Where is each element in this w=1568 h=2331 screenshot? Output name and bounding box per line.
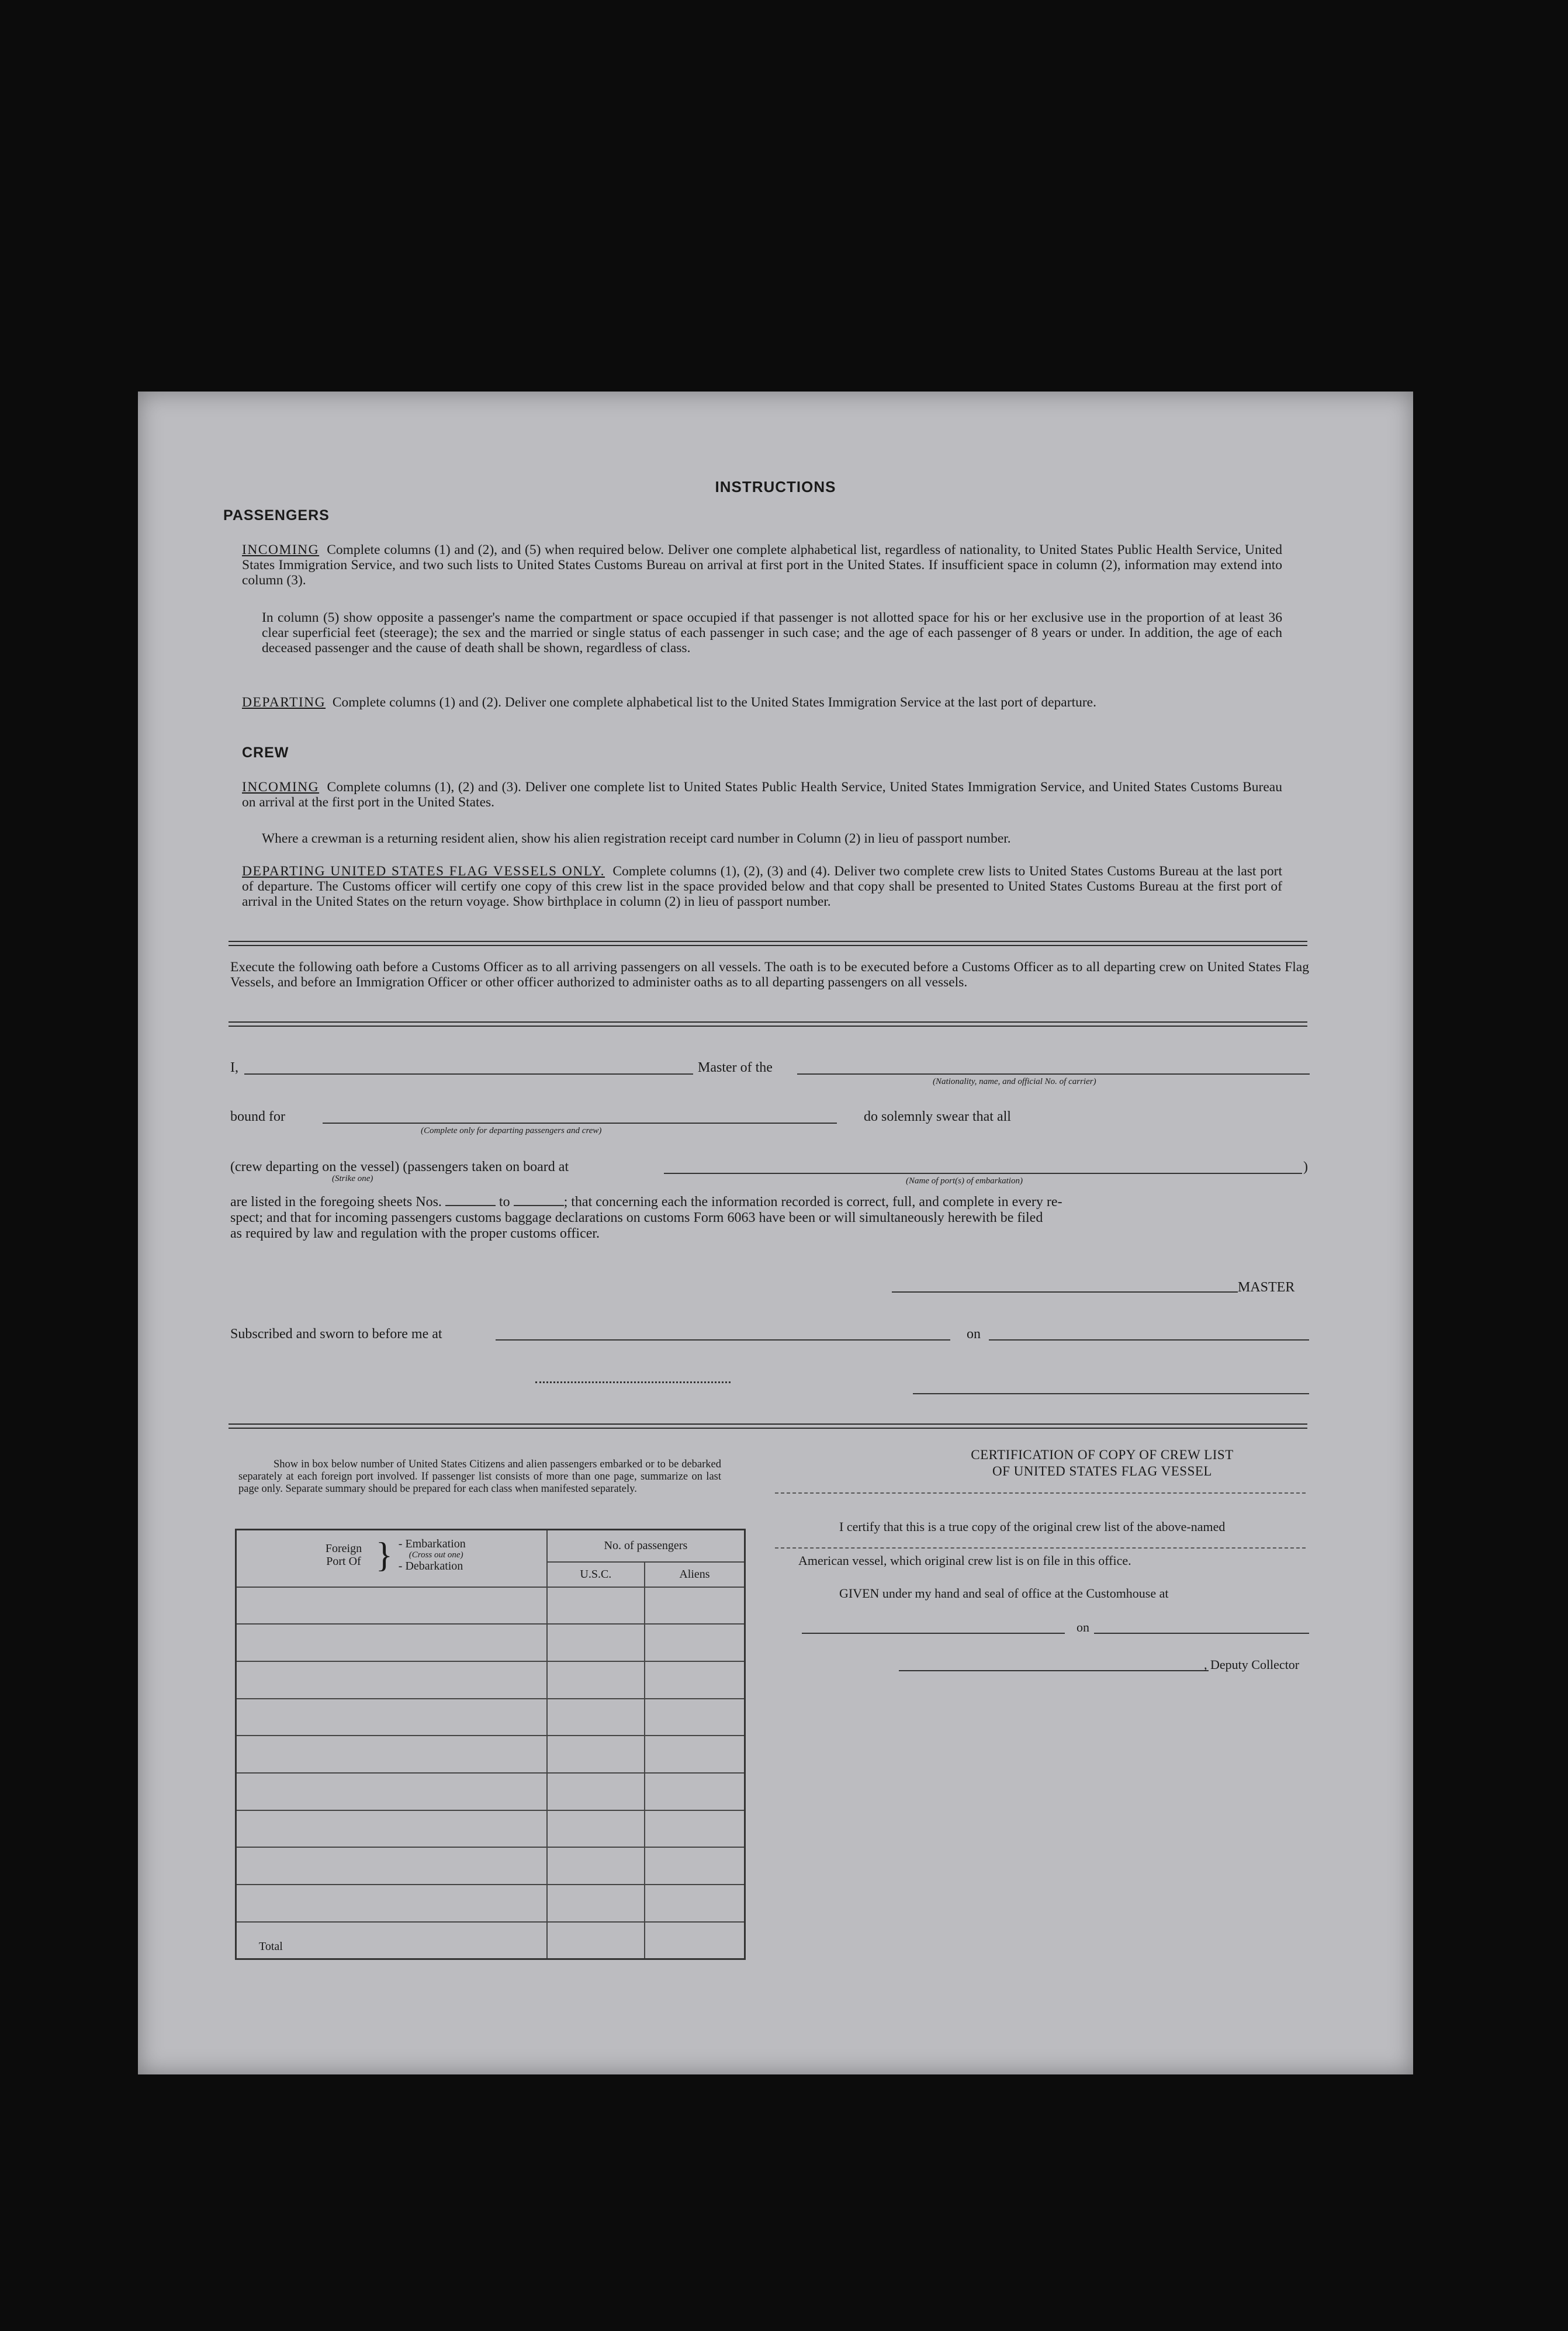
crew-incoming-lead: INCOMING xyxy=(242,780,320,795)
debarkation-label: - Debarkation xyxy=(398,1560,463,1573)
certification-on-label: on xyxy=(1077,1620,1089,1634)
passengers-departing-lead: DEPARTING xyxy=(242,695,326,710)
usc-header: U.S.C. xyxy=(547,1562,645,1587)
passengers-departing-text: Complete columns (1) and (2). Deliver one complete alphabetical list to the United States Immigration Service at the last port of departure. xyxy=(332,695,1096,710)
document-page xyxy=(138,392,1413,2074)
oath-name-field[interactable] xyxy=(244,1073,693,1075)
certification-date-field[interactable] xyxy=(1094,1633,1309,1634)
subscribed-place-field[interactable] xyxy=(496,1339,950,1341)
passengers-column5-paragraph: In column (5) show opposite a passenger's name the compartment or space occupied if that passenger is not allotted space for his or her exclusive use in the proportion of at least 36 clear superficial feet (steerage); the sex and the married or single status of each passenger in such case; and the age of each passenger of 8 years or under. In addition, the age of each deceased passenger and the cause of death shall be shown, regardless of class. xyxy=(262,610,1282,656)
oath-carrier-field[interactable] xyxy=(797,1073,1310,1075)
oath-carrier-hint: (Nationality, name, and official No. of carrier) xyxy=(933,1077,1096,1086)
crew-departing-lead: DEPARTING UNITED STATES FLAG VESSELS ONLY. xyxy=(242,864,605,879)
sheets-to-field[interactable] xyxy=(514,1194,564,1206)
section-divider xyxy=(229,941,1307,946)
subscribed-on-label: on xyxy=(967,1326,981,1342)
oath-sheets-to: to xyxy=(499,1194,510,1210)
aliens-header: Aliens xyxy=(645,1562,745,1587)
summary-row xyxy=(236,1810,745,1848)
instructions-title: INSTRUCTIONS xyxy=(715,478,836,496)
summary-row xyxy=(236,1624,745,1661)
summary-note: Show in box below number of United States Citizens and alien passengers embarked or to be debarked separately at each foreign port involved. If passenger list consists of more than one page, summarize on last page only. Separate summary should be prepared for each class when manifested separately. xyxy=(238,1459,721,1495)
master-signature-field[interactable] xyxy=(892,1291,1238,1293)
passengers-incoming-text: Complete columns (1) and (2), and (5) when required below. Deliver one complete alphabetical list, regardless of nationality, to United States Public Health Service, United States Immigration Service, and two such lists to United States Customs Bureau on arrival at first port in the United States. If insufficient space in column (2), information may extend into column (3). xyxy=(242,542,1283,588)
oath-sheets-rest: ; that concerning each the information recorded is correct, full, and complete in every re- xyxy=(563,1194,1062,1210)
foreign-port-header-cell xyxy=(236,1530,547,1587)
oath-sheets-paragraph xyxy=(230,1194,1309,1242)
certification-title xyxy=(863,1447,1342,1480)
foreign-port-label: Foreign Port Of xyxy=(325,1542,362,1568)
oath-destination-hint: (Complete only for departing passengers and crew) xyxy=(421,1126,602,1135)
subscribed-date-field[interactable] xyxy=(989,1339,1309,1341)
summary-row xyxy=(236,1587,745,1625)
passenger-summary-table xyxy=(235,1529,746,1960)
crew-resident-paragraph: Where a crewman is a returning resident alien, show his alien registration receipt card number in Column (2) in lieu of passport number. xyxy=(262,831,1011,846)
subscribed-label: Subscribed and sworn to before me at xyxy=(230,1326,442,1342)
crew-incoming-paragraph xyxy=(242,780,1282,810)
summary-row xyxy=(236,1847,745,1885)
embarkation-label: - Embarkation xyxy=(398,1537,466,1550)
oath-i-label: I, xyxy=(230,1060,238,1075)
given-text: GIVEN under my hand and seal of office at the Customhouse at xyxy=(839,1586,1169,1601)
officer-signature-dots xyxy=(535,1381,731,1383)
oath-sheets-prefix: are listed in the foregoing sheets Nos. xyxy=(230,1194,442,1210)
passengers-departing-paragraph xyxy=(242,695,1282,710)
oath-on-board-label: (crew departing on the vessel) (passengers taken on board at xyxy=(230,1159,569,1175)
sheets-from-field[interactable] xyxy=(445,1194,496,1206)
customhouse-field[interactable] xyxy=(802,1633,1065,1634)
summary-row xyxy=(236,1885,745,1922)
summary-total-row xyxy=(236,1922,745,1959)
officer-signature-field[interactable] xyxy=(913,1393,1309,1394)
crew-departing-text: Complete columns (1), (2), (3) and (4). Deliver two complete crew lists to United States Customs Bureau at the last port of departure. The Customs officer will certify one copy of this crew list in the space provided below and that copy shall be presented to United States Customs Bureau at the first port of arrival in the United States on the return voyage. Show birthplace in column (2) in lieu of passport number. xyxy=(242,864,1282,909)
crew-incoming-text: Complete columns (1), (2) and (3). Deliver one complete list to United States Public Health Service, United States Immigration Service, and United States Customs Bureau on arrival at the first port in the United States. xyxy=(242,780,1282,810)
oath-close-paren: ) xyxy=(1303,1159,1308,1175)
oath-intro: Execute the following oath before a Customs Officer as to all arriving passengers on all vessels. The oath is to be executed before a Customs Officer as to all departing crew on United States Flag Vessels, and before an Immigration Officer or other officer authorized to administer oaths as to all departing passengers on all vessels. xyxy=(230,960,1309,990)
passengers-heading: PASSENGERS xyxy=(223,507,330,524)
oath-destination-field[interactable] xyxy=(323,1123,837,1124)
oath-strike-hint: (Strike one) xyxy=(332,1174,373,1183)
cross-out-hint: (Cross out one) xyxy=(409,1550,463,1560)
certification-text-line2: American vessel, which original crew list is on file in this office. xyxy=(798,1553,1131,1568)
master-label: MASTER xyxy=(1238,1280,1295,1295)
oath-master-of-label: Master of the xyxy=(698,1060,773,1075)
deputy-collector-label: , Deputy Collector xyxy=(1204,1657,1300,1672)
summary-row xyxy=(236,1736,745,1773)
oath-port-hint: (Name of port(s) of embarkation) xyxy=(906,1176,1023,1186)
total-label: Total xyxy=(236,1922,547,1959)
oath-divider xyxy=(229,1021,1307,1027)
brace-symbol: } xyxy=(375,1536,393,1574)
certification-text: I certify that this is a true copy of the original crew list of the above-named xyxy=(839,1519,1226,1534)
passengers-incoming-lead: INCOMING xyxy=(242,542,320,557)
oath-sheets-line2: spect; and that for incoming passengers customs baggage declarations on customs Form 6063 have been or will simultaneously herewith be filed xyxy=(230,1210,1043,1225)
passengers-incoming-paragraph xyxy=(242,542,1282,588)
oath-bound-for-label: bound for xyxy=(230,1109,285,1124)
summary-row xyxy=(236,1661,745,1699)
crew-departing-paragraph xyxy=(242,864,1282,909)
summary-row xyxy=(236,1773,745,1810)
summary-divider xyxy=(229,1423,1307,1429)
deputy-signature-field[interactable] xyxy=(899,1670,1209,1671)
certification-title-line2: OF UNITED STATES FLAG VESSEL xyxy=(992,1464,1212,1478)
oath-swear-label: do solemnly swear that all xyxy=(864,1109,1011,1124)
crew-heading: CREW xyxy=(242,744,289,761)
oath-embarkation-port-field[interactable] xyxy=(664,1173,1302,1174)
no-passengers-header: No. of passengers xyxy=(547,1530,745,1563)
summary-row xyxy=(236,1699,745,1736)
oath-sheets-line3: as required by law and regulation with the proper customs officer. xyxy=(230,1226,600,1241)
certification-title-line1: CERTIFICATION OF COPY OF CREW LIST xyxy=(971,1447,1234,1462)
